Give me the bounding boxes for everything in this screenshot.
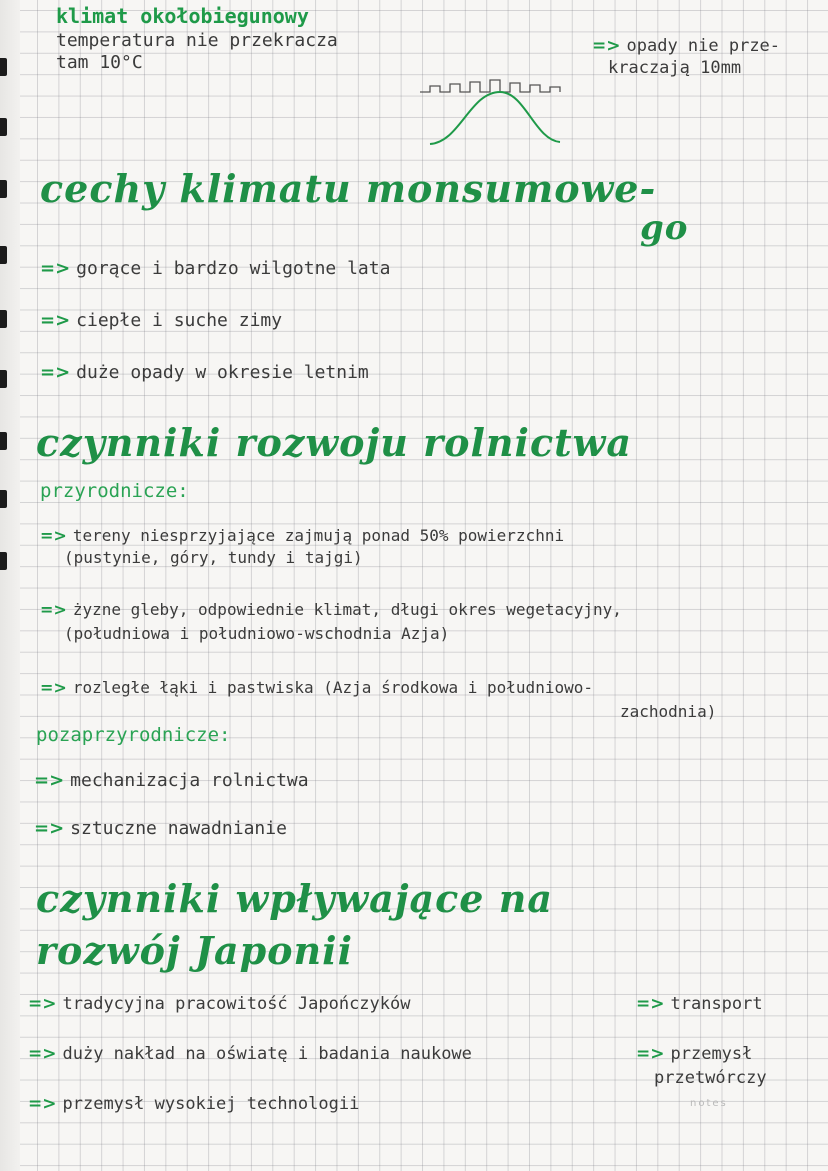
notebook-brand-mark: notes bbox=[690, 1098, 728, 1109]
temperature-curve-sketch bbox=[430, 92, 560, 144]
natural-item-line2: zachodnia) bbox=[620, 702, 717, 721]
japan-factor: => przemysł wysokiej technologii bbox=[28, 1094, 360, 1114]
natural-item-line2: (południowa i południowo-wschodnia Azja) bbox=[64, 624, 450, 643]
nonnatural-item: => sztuczne nawadnianie bbox=[34, 818, 287, 839]
monsoon-title-cont: go bbox=[640, 208, 689, 248]
precip-bars-sketch bbox=[420, 80, 560, 92]
polar-temp-line2: tam 10°C bbox=[56, 52, 143, 73]
spiral-binding bbox=[0, 0, 20, 1171]
natural-item-line1: => tereny niesprzyjające zajmują ponad 50% powierzchni bbox=[40, 526, 565, 545]
monsoon-item: => duże opady w okresie letnim bbox=[40, 362, 369, 383]
nonnatural-factors-label: pozaprzyrodnicze: bbox=[36, 724, 231, 746]
monsoon-title: cechy klimatu monsumowe- bbox=[40, 166, 657, 211]
natural-factors-label: przyrodnicze: bbox=[40, 480, 189, 502]
polar-precip-line2: kraczają 10mm bbox=[608, 58, 742, 78]
natural-item-line2: (pustynie, góry, tundy i tajgi) bbox=[64, 548, 363, 567]
agriculture-title: czynniki rozwoju rolnictwa bbox=[36, 420, 632, 465]
natural-item-line1: => rozległe łąki i pastwiska (Azja środkowa i południowo- bbox=[40, 678, 593, 697]
japan-factor-right-line2: przetwórczy bbox=[654, 1068, 767, 1088]
polar-precip-line1: => opady nie prze- bbox=[592, 36, 781, 56]
nonnatural-item: => mechanizacja rolnictwa bbox=[34, 770, 309, 791]
japan-factor-right: => przemysł bbox=[636, 1044, 753, 1064]
polar-temp-line1: temperatura nie przekracza bbox=[56, 30, 338, 51]
japan-factor: => tradycyjna pracowitość Japończyków bbox=[28, 994, 411, 1014]
japan-title-line1: czynniki wpływające na bbox=[36, 876, 553, 921]
climate-sketch bbox=[410, 72, 570, 152]
natural-item-line1: => żyzne gleby, odpowiednie klimat, długi okres wegetacyjny, bbox=[40, 600, 622, 619]
japan-factor: => duży nakład na oświatę i badania naukowe bbox=[28, 1044, 472, 1064]
monsoon-item: => gorące i bardzo wilgotne lata bbox=[40, 258, 391, 279]
polar-climate-title: klimat okołobiegunowy bbox=[56, 4, 309, 28]
monsoon-item: => ciepłe i suche zimy bbox=[40, 310, 283, 331]
japan-factor-right: => transport bbox=[636, 994, 763, 1014]
japan-title-line2: rozwój Japonii bbox=[36, 928, 353, 973]
